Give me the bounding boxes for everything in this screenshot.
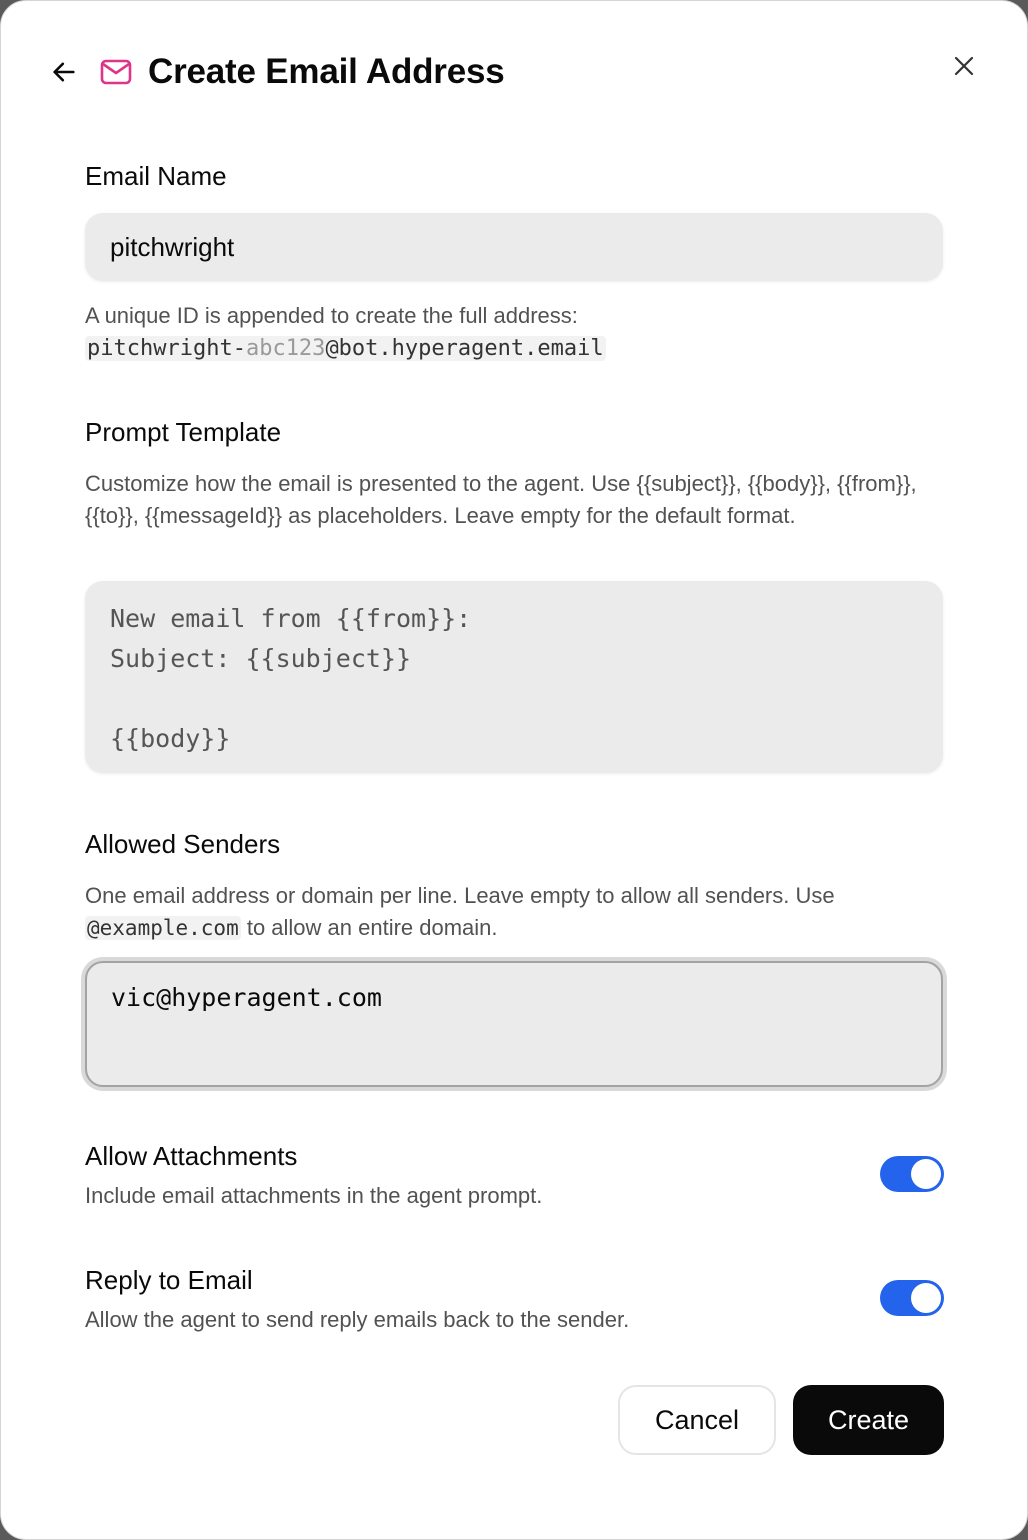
cancel-button[interactable]: Cancel bbox=[618, 1385, 776, 1455]
address-id: abc123 bbox=[245, 336, 326, 361]
email-name-value: pitchwright bbox=[110, 231, 235, 262]
allowed-senders-helper-text-end: to allow an entire domain. bbox=[240, 915, 498, 940]
domain-example-code: @example.com bbox=[87, 916, 239, 940]
reply-to-email-label: Reply to Email bbox=[85, 1265, 253, 1295]
toggle-knob bbox=[911, 1159, 941, 1189]
allowed-senders-helper-text: One email address or domain per line. Leave empty to allow all senders. Use bbox=[85, 883, 835, 908]
allowed-senders-helper bbox=[85, 880, 945, 944]
back-button[interactable] bbox=[49, 57, 79, 87]
arrow-left-icon bbox=[50, 58, 78, 86]
close-icon bbox=[952, 54, 976, 78]
allowed-senders-label: Allowed Senders bbox=[85, 829, 281, 859]
full-address-preview bbox=[85, 332, 945, 365]
address-domain: @bot.hyperagent.email bbox=[325, 336, 604, 361]
prompt-template-label: Prompt Template bbox=[85, 417, 282, 447]
email-name-label: Email Name bbox=[85, 161, 227, 191]
prompt-template-textarea[interactable]: New email from {{from}}: Subject: {{subject}} {{body}} bbox=[85, 581, 943, 773]
email-name-helper bbox=[85, 300, 945, 365]
mail-icon bbox=[99, 57, 133, 87]
address-prefix: pitchwright- bbox=[87, 336, 246, 361]
email-name-helper-text: A unique ID is appended to create the full address: bbox=[85, 303, 578, 328]
prompt-template-helper: Customize how the email is presented to the agent. Use {{subject}}, {{body}}, {{from}}, {{to}}, {{messageId}} as placeholders. Leave empty for the default format. bbox=[85, 471, 917, 528]
dialog-header bbox=[49, 49, 981, 95]
allowed-senders-textarea[interactable]: vic@hyperagent.com bbox=[85, 961, 943, 1087]
create-button[interactable]: Create bbox=[793, 1385, 944, 1455]
allow-attachments-label: Allow Attachments bbox=[85, 1141, 298, 1171]
dialog-title: Create Email Address bbox=[148, 52, 505, 91]
reply-to-email-toggle[interactable] bbox=[880, 1280, 944, 1316]
close-button[interactable] bbox=[947, 49, 981, 83]
toggle-knob bbox=[911, 1283, 941, 1313]
reply-to-email-description: Allow the agent to send reply emails back to the sender. bbox=[85, 1307, 630, 1332]
allow-attachments-toggle[interactable] bbox=[880, 1156, 944, 1192]
email-name-input[interactable] bbox=[85, 213, 943, 281]
allow-attachments-description: Include email attachments in the agent prompt. bbox=[85, 1183, 543, 1208]
